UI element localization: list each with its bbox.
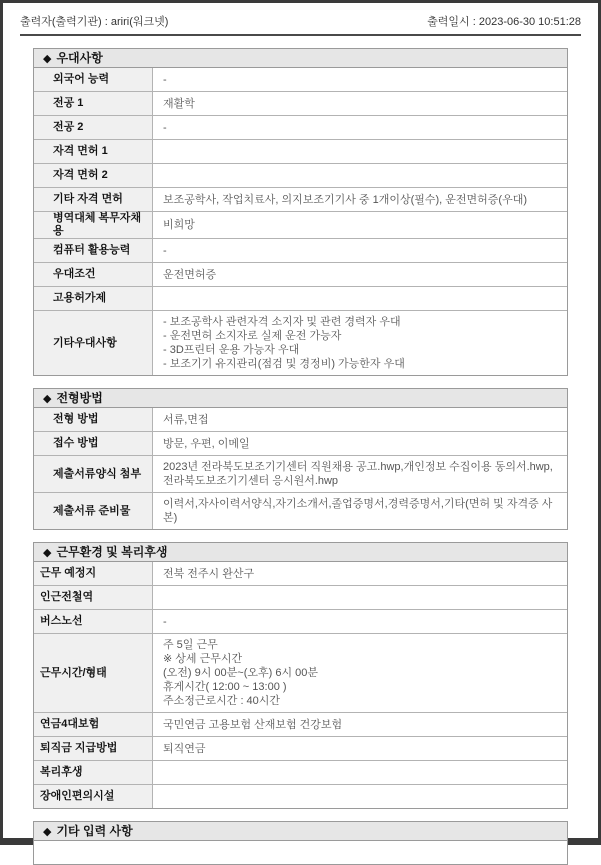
- row-value: [153, 311, 567, 375]
- section-title: 전형방법: [56, 391, 103, 405]
- row-value: [153, 761, 567, 784]
- row-label: 근무 예정지: [34, 562, 153, 585]
- section-title: 우대사항: [56, 51, 103, 65]
- table-row: [34, 841, 567, 864]
- table-row: [34, 239, 567, 263]
- row-label: 기타 자격 면허: [34, 188, 153, 211]
- row-value-line: - 보조공학사 관련자격 소지자 및 관련 경력자 우대: [163, 316, 401, 328]
- row-value: 재활학: [153, 92, 567, 115]
- table-row: [34, 586, 567, 610]
- section-work-environment: [33, 542, 568, 809]
- row-value-line: - 보조기기 유지관리(점검 및 경정비) 가능한자 우대: [163, 358, 405, 370]
- table-row: [34, 456, 567, 493]
- section-title: 기타 입력 사항: [56, 824, 133, 838]
- sections-container: [3, 48, 598, 865]
- row-value: [153, 586, 567, 609]
- section-header-preferred: [34, 49, 567, 68]
- diamond-icon: ◆: [43, 393, 52, 405]
- row-value: [153, 140, 567, 163]
- table-row: [34, 493, 567, 529]
- row-value-line: - 3D프린터 운용 가능자 우대: [163, 344, 300, 356]
- row-label: 퇴직금 지급방법: [34, 737, 153, 760]
- row-label: 제출서류 준비물: [34, 493, 153, 529]
- row-value: [34, 841, 567, 864]
- row-value: -: [153, 116, 567, 139]
- row-value: -: [153, 68, 567, 91]
- row-label: 전공 2: [34, 116, 153, 139]
- table-row: [34, 737, 567, 761]
- table-row: [34, 562, 567, 586]
- row-label: 자격 면허 2: [34, 164, 153, 187]
- row-value: 서류,면접: [153, 408, 567, 431]
- row-value-line: ※ 상세 근무시간: [163, 653, 243, 665]
- row-value-line: 주소정근로시간 : 40시간: [163, 695, 281, 707]
- diamond-icon: ◆: [43, 547, 52, 559]
- row-label: 연금4대보험: [34, 713, 153, 736]
- row-label: 제출서류양식 첨부: [34, 456, 153, 492]
- row-label: 장애인편의시설: [34, 785, 153, 808]
- diamond-icon: ◆: [43, 53, 52, 65]
- diamond-icon: ◆: [43, 826, 52, 838]
- table-row: [34, 140, 567, 164]
- printer-info: 출력자(출력기관) : ariri(워크넷): [20, 16, 169, 28]
- table-row: [34, 785, 567, 808]
- row-label: 버스노선: [34, 610, 153, 633]
- row-value: -: [153, 610, 567, 633]
- table-row: [34, 287, 567, 311]
- row-label: 외국어 능력: [34, 68, 153, 91]
- row-value-line: - 운전면허 소지자로 실제 운전 가능자: [163, 330, 342, 342]
- table-row: [34, 610, 567, 634]
- row-value: 보조공학사, 작업치료사, 의지보조기기사 중 1개이상(필수), 운전면허증(우대): [153, 188, 567, 211]
- row-label: 전공 1: [34, 92, 153, 115]
- row-label: 인근전철역: [34, 586, 153, 609]
- table-row: [34, 311, 567, 375]
- row-label: 자격 면허 1: [34, 140, 153, 163]
- section-title: 근무환경 및 복리후생: [56, 545, 168, 559]
- table-row: [34, 761, 567, 785]
- row-value: [153, 164, 567, 187]
- page-header: [20, 13, 581, 36]
- row-label: 전형 방법: [34, 408, 153, 431]
- row-label: 우대조건: [34, 263, 153, 286]
- row-value: 이력서,자사이력서양식,자기소개서,졸업증명서,경력증명서,기타(면허 및 자격증 사본): [153, 493, 567, 529]
- row-value: 퇴직연금: [153, 737, 567, 760]
- section-header-other-input: [34, 822, 567, 841]
- row-value: -: [153, 239, 567, 262]
- row-label: 근무시간/형태: [34, 634, 153, 712]
- row-label: 병역대체 복무자채용: [34, 212, 153, 238]
- row-label: 기타우대사항: [34, 311, 153, 375]
- row-label: 컴퓨터 활용능력: [34, 239, 153, 262]
- row-value-line: 휴게시간( 12:00 ~ 13:00 ): [163, 681, 287, 693]
- row-value: 방문, 우편, 이메일: [153, 432, 567, 455]
- table-row: [34, 68, 567, 92]
- row-value: 운전면허증: [153, 263, 567, 286]
- section-header-selection-method: [34, 389, 567, 408]
- section-preferred: [33, 48, 568, 376]
- row-value-line: 주 5일 근무: [163, 639, 218, 651]
- row-value-line: (오전) 9시 00분~(오후) 6시 00분: [163, 667, 319, 679]
- table-row: [34, 116, 567, 140]
- row-label: 복리후생: [34, 761, 153, 784]
- table-row: [34, 713, 567, 737]
- table-row: [34, 634, 567, 713]
- print-datetime: 출력일시 : 2023-06-30 10:51:28: [427, 16, 581, 28]
- table-row: [34, 432, 567, 456]
- row-value: 비희망: [153, 212, 567, 238]
- table-row: [34, 263, 567, 287]
- row-value: [153, 634, 567, 712]
- row-label: 고용허가제: [34, 287, 153, 310]
- section-selection-method: [33, 388, 568, 530]
- row-value: 2023년 전라북도보조기기센터 직원채용 공고.hwp,개인정보 수집이용 동의서.hwp,전라북도보조기기센터 응시원서.hwp: [153, 456, 567, 492]
- table-row: [34, 92, 567, 116]
- table-row: [34, 408, 567, 432]
- row-label: 접수 방법: [34, 432, 153, 455]
- table-row: [34, 188, 567, 212]
- table-row: [34, 212, 567, 239]
- row-value: [153, 287, 567, 310]
- row-value: 전북 전주시 완산구: [153, 562, 567, 585]
- section-header-work-environment: [34, 543, 567, 562]
- table-row: [34, 164, 567, 188]
- row-value: 국민연금 고용보험 산재보험 건강보험: [153, 713, 567, 736]
- row-value: [153, 785, 567, 808]
- section-other-input: [33, 821, 568, 865]
